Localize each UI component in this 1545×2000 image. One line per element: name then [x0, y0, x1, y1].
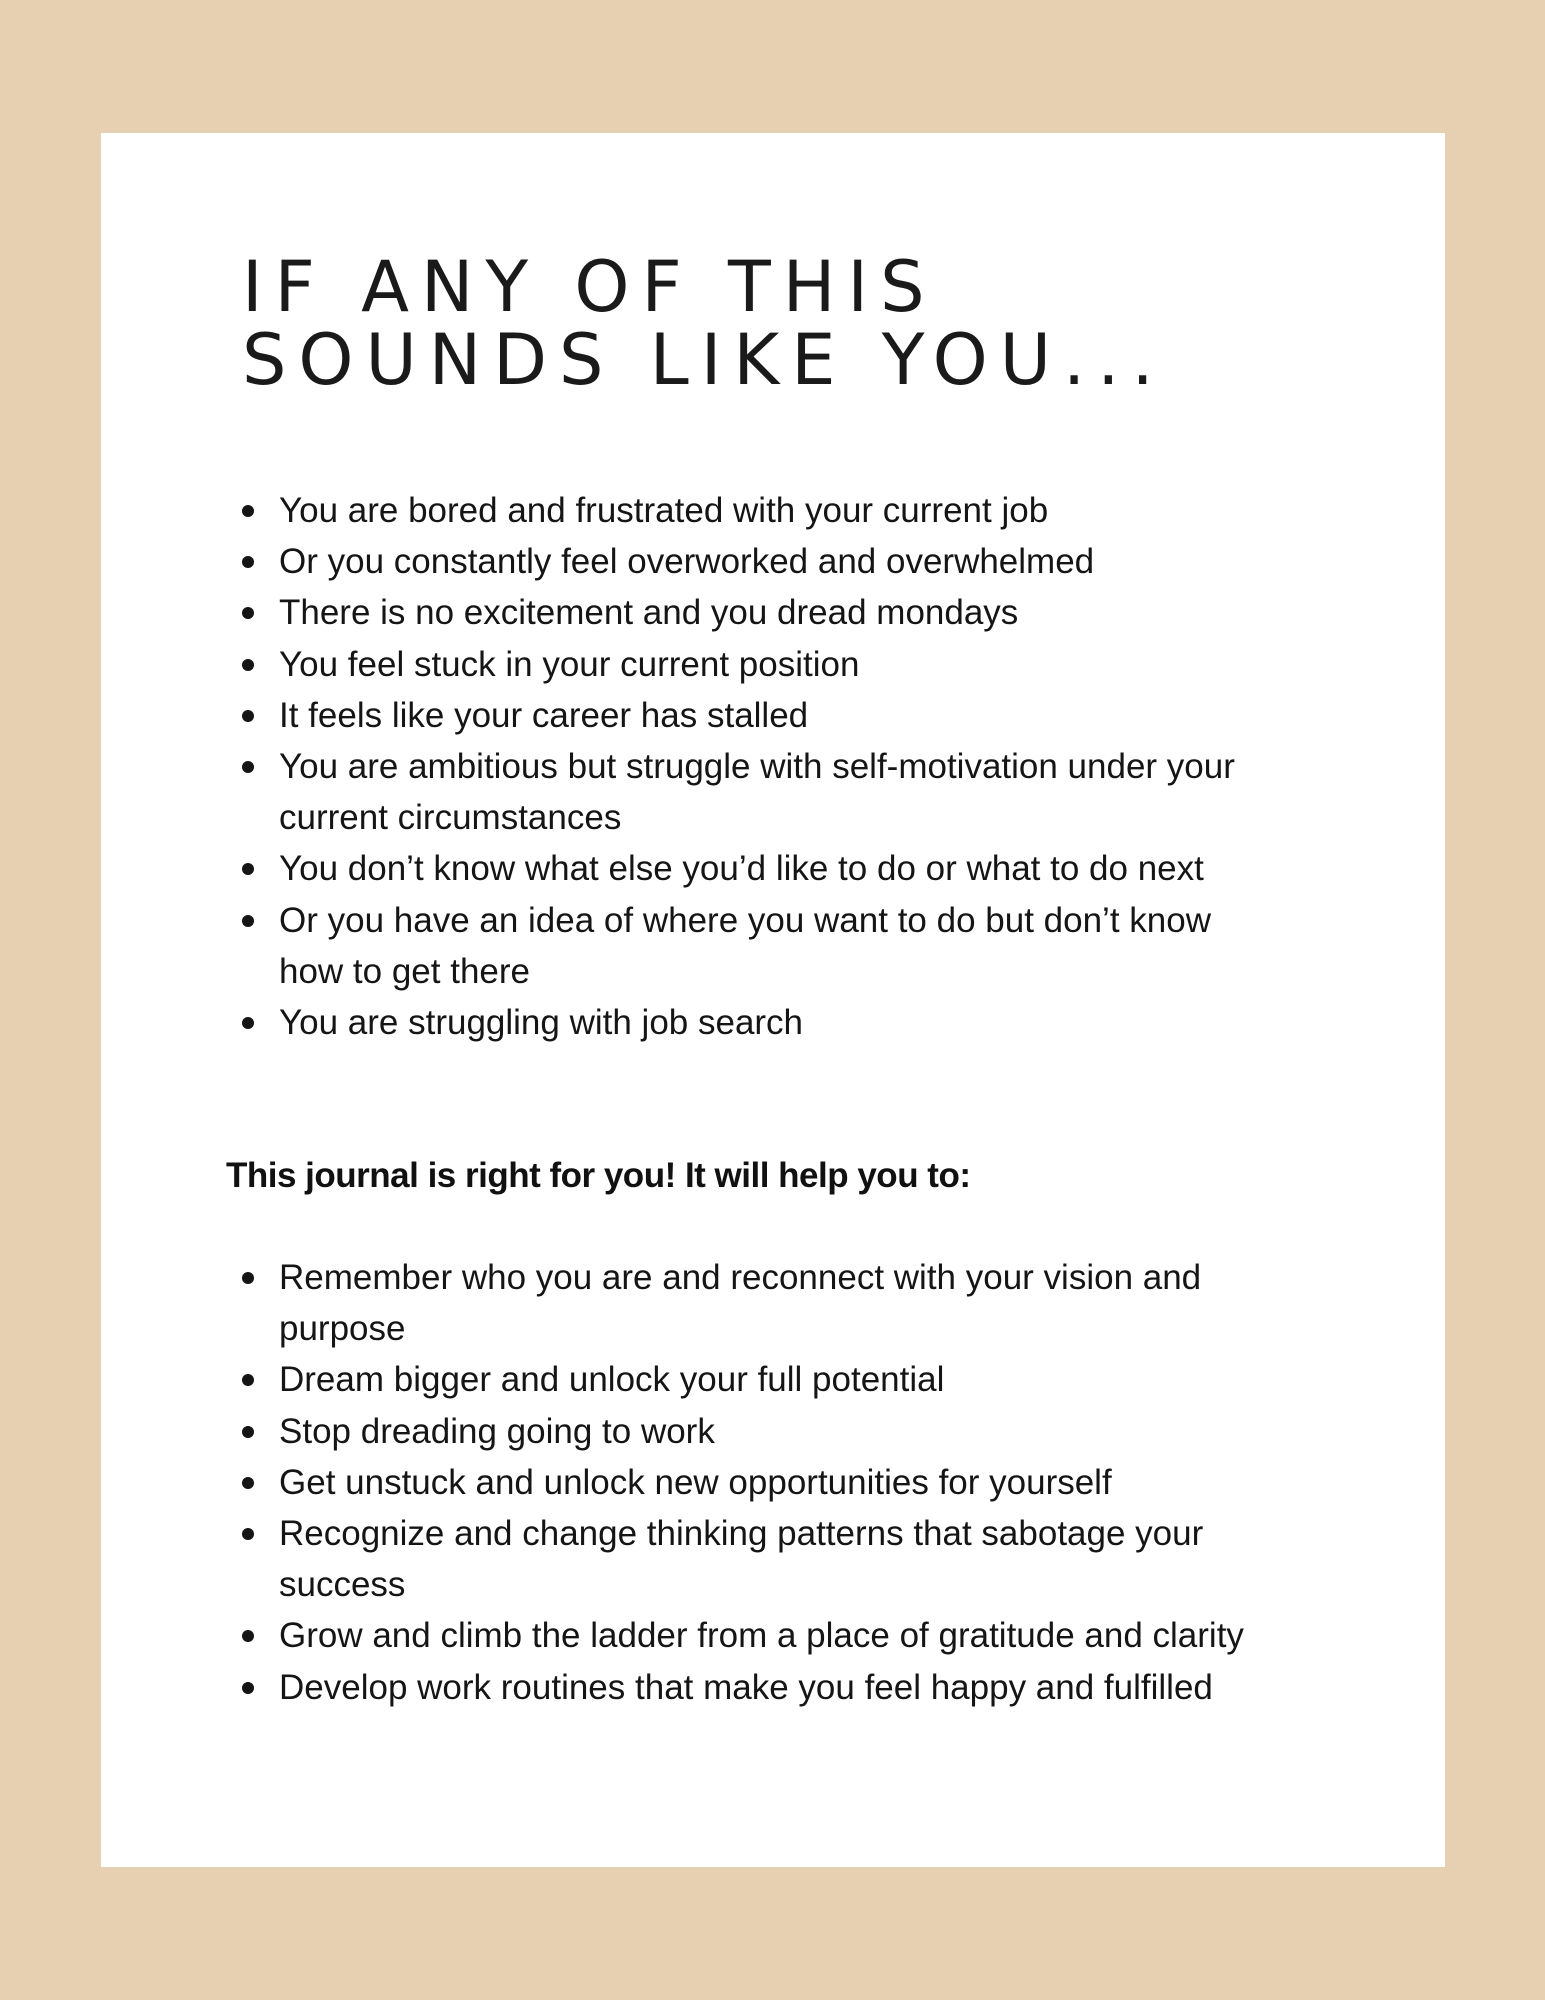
- list-item-text: You are bored and frustrated with your current job: [279, 491, 1049, 530]
- title-line-2: SOUNDS LIKE YOU...: [242, 319, 1166, 401]
- bullet-dot-icon: [242, 761, 254, 773]
- list-item-text: purpose: [279, 1309, 406, 1349]
- bullet-dot-icon: [242, 505, 254, 517]
- bullet-dot-icon: [242, 1477, 254, 1489]
- list-item: [279, 1610, 1399, 1661]
- list-item-text: You don’t know what else you’d like to do or what to do next: [279, 849, 1204, 889]
- list-item-text: You are struggling with job search: [279, 1003, 804, 1043]
- bullet-dot-icon: [242, 659, 254, 671]
- bullet-dot-icon: [242, 863, 254, 875]
- list-item: [279, 895, 1399, 997]
- list-item: [279, 639, 1399, 690]
- list-item-text: Grow and climb the ladder from a place of gratitude and clarity: [279, 1616, 1244, 1656]
- benefits-heading: This journal is right for you! It will help you to:: [226, 1156, 971, 1195]
- bullet-dot-icon: [242, 1272, 254, 1284]
- list-item-text: current circumstances: [279, 798, 622, 838]
- list-item: [279, 536, 1399, 587]
- page-card: [101, 133, 1445, 1867]
- list-item-text: Or you have an idea of where you want to do but don’t know: [279, 900, 1211, 940]
- list-item-text: Get unstuck and unlock new opportunities for yourself: [279, 1462, 1112, 1502]
- page-title: [242, 246, 1166, 401]
- list-item-text: success: [279, 1565, 406, 1605]
- list-item: [279, 843, 1399, 894]
- list-item: [279, 587, 1399, 638]
- list-item-text: Develop work routines that make you feel happy and fulfilled: [279, 1667, 1213, 1707]
- list-item: [279, 1406, 1399, 1457]
- bullet-dot-icon: [242, 1682, 254, 1694]
- list-item: [279, 1457, 1399, 1508]
- list-item-text: You feel stuck in your current position: [279, 644, 860, 684]
- bullet-dot-icon: [242, 1374, 254, 1386]
- list-item: [279, 741, 1399, 843]
- bullet-dot-icon: [242, 1426, 254, 1438]
- list-item: [279, 1662, 1399, 1713]
- bullet-dot-icon: [242, 1528, 254, 1540]
- bullet-dot-icon: [242, 556, 254, 568]
- list-item-text: There is no excitement and you dread mondays: [279, 593, 1019, 633]
- list-item: [279, 1252, 1399, 1354]
- list-item-text: Recognize and change thinking patterns that sabotage your: [279, 1514, 1204, 1554]
- symptoms-list: [279, 485, 1399, 1048]
- bullet-dot-icon: [242, 1017, 254, 1029]
- bullet-dot-icon: [242, 915, 254, 927]
- bullet-dot-icon: [242, 1630, 254, 1642]
- list-item-text: It feels like your career has stalled: [279, 695, 809, 735]
- list-item-text: Or you constantly feel overworked and overwhelmed: [279, 542, 1095, 582]
- benefits-list: [279, 1252, 1399, 1713]
- list-item: [279, 1354, 1399, 1405]
- bullet-dot-icon: [242, 710, 254, 722]
- list-item: [279, 485, 1399, 536]
- list-item: [279, 997, 1399, 1048]
- list-item-text: You are ambitious but struggle with self-motivation under your: [279, 747, 1235, 787]
- list-item-text: Stop dreading going to work: [279, 1411, 715, 1451]
- list-item-text: Dream bigger and unlock your full potential: [279, 1360, 945, 1400]
- list-item-text: how to get there: [279, 951, 530, 991]
- title-line-1: IF ANY OF THIS: [242, 246, 937, 328]
- list-item: [279, 690, 1399, 741]
- list-item-text: Remember who you are and reconnect with your vision and: [279, 1258, 1202, 1297]
- bullet-dot-icon: [242, 607, 254, 619]
- list-item: [279, 1508, 1399, 1610]
